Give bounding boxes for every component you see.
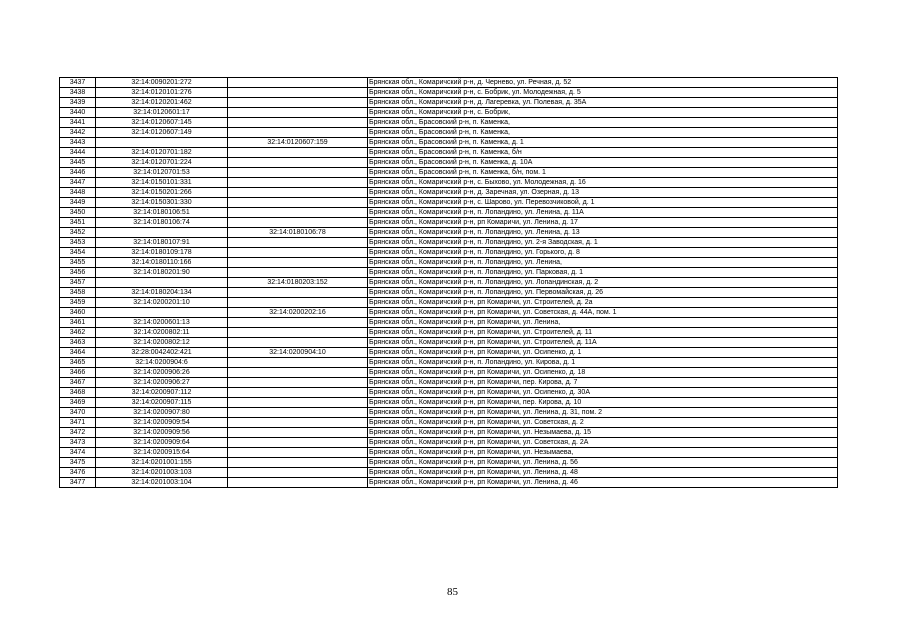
table-row xyxy=(60,168,838,178)
address-cell: Брянская обл., Комаричский р-н, рп Комаричи, ул. Незымаева, д. 15 xyxy=(368,428,838,438)
table-row xyxy=(60,118,838,128)
table-row xyxy=(60,268,838,278)
address-cell: Брянская обл., Комаричский р-н, рп Комаричи, ул. Ленина, д. 48 xyxy=(368,468,838,478)
row-number-cell: 3457 xyxy=(60,278,96,288)
table-row xyxy=(60,308,838,318)
address-cell: Брянская обл., Брасовский р-н, п. Каменка, б/н xyxy=(368,148,838,158)
address-cell: Брянская обл., Комаричский р-н, с. Бобрик, xyxy=(368,108,838,118)
cadastral-number-cell: 32:14:0200201:10 xyxy=(96,298,228,308)
parent-cadastral-number-cell xyxy=(228,98,368,108)
address-cell: Брянская обл., Комаричский р-н, рп Комаричи, ул. Незымаева, xyxy=(368,448,838,458)
cadastral-number-cell: 32:14:0180107:91 xyxy=(96,238,228,248)
parent-cadastral-number-cell xyxy=(228,128,368,138)
table-row xyxy=(60,288,838,298)
address-cell: Брянская обл., Комаричский р-н, рп Комаричи, ул. Осипенко, д. 30А xyxy=(368,388,838,398)
cadastral-number-cell: 32:14:0201003:104 xyxy=(96,478,228,488)
address-cell: Брянская обл., Комаричский р-н, п. Лопандино, ул. Ленина, xyxy=(368,258,838,268)
page-number: 85 xyxy=(447,586,458,598)
cadastral-number-cell: 32:14:0120701:224 xyxy=(96,158,228,168)
table-row xyxy=(60,478,838,488)
row-number-cell: 3476 xyxy=(60,468,96,478)
table-row xyxy=(60,218,838,228)
table-row xyxy=(60,198,838,208)
cadastral-number-cell: 32:14:0180106:51 xyxy=(96,208,228,218)
parent-cadastral-number-cell xyxy=(228,468,368,478)
row-number-cell: 3466 xyxy=(60,368,96,378)
parent-cadastral-number-cell xyxy=(228,268,368,278)
row-number-cell: 3441 xyxy=(60,118,96,128)
row-number-cell: 3445 xyxy=(60,158,96,168)
parent-cadastral-number-cell xyxy=(228,88,368,98)
cadastral-number-cell: 32:14:0120607:149 xyxy=(96,128,228,138)
parent-cadastral-number-cell xyxy=(228,148,368,158)
row-number-cell: 3463 xyxy=(60,338,96,348)
registry-table-body xyxy=(60,78,838,488)
row-number-cell: 3456 xyxy=(60,268,96,278)
parent-cadastral-number-cell xyxy=(228,428,368,438)
row-number-cell: 3475 xyxy=(60,458,96,468)
row-number-cell: 3460 xyxy=(60,308,96,318)
parent-cadastral-number-cell xyxy=(228,378,368,388)
address-cell: Брянская обл., Комаричский р-н, п. Лопандино, ул. Первомайская, д. 26 xyxy=(368,288,838,298)
cadastral-number-cell: 32:14:0180110:166 xyxy=(96,258,228,268)
address-cell: Брянская обл., Комаричский р-н, рп Комаричи, ул. Ленина, д. 17 xyxy=(368,218,838,228)
row-number-cell: 3458 xyxy=(60,288,96,298)
row-number-cell: 3447 xyxy=(60,178,96,188)
parent-cadastral-number-cell xyxy=(228,398,368,408)
address-cell: Брянская обл., Комаричский р-н, д. Заречная, ул. Озерная, д. 13 xyxy=(368,188,838,198)
table-row xyxy=(60,408,838,418)
cadastral-number-cell: 32:14:0200904:6 xyxy=(96,358,228,368)
address-cell: Брянская обл., Комаричский р-н, рп Комаричи, ул. Советская, д. 2 xyxy=(368,418,838,428)
address-cell: Брянская обл., Комаричский р-н, п. Лопандино, ул. Лопандинская, д. 2 xyxy=(368,278,838,288)
table-row xyxy=(60,348,838,358)
address-cell: Брянская обл., Комаричский р-н, д. Чернево, ул. Речная, д. 52 xyxy=(368,78,838,88)
address-cell: Брянская обл., Комаричский р-н, п. Лопандино, ул. 2-я Заводская, д. 1 xyxy=(368,238,838,248)
parent-cadastral-number-cell xyxy=(228,168,368,178)
address-cell: Брянская обл., Комаричский р-н, п. Лопандино, ул. Горького, д. 8 xyxy=(368,248,838,258)
row-number-cell: 3464 xyxy=(60,348,96,358)
row-number-cell: 3439 xyxy=(60,98,96,108)
row-number-cell: 3469 xyxy=(60,398,96,408)
parent-cadastral-number-cell xyxy=(228,78,368,88)
address-cell: Брянская обл., Комаричский р-н, рп Комаричи, ул. Строителей, д. 11А xyxy=(368,338,838,348)
table-row xyxy=(60,338,838,348)
row-number-cell: 3446 xyxy=(60,168,96,178)
cadastral-number-cell: 32:14:0200909:64 xyxy=(96,438,228,448)
address-cell: Брянская обл., Комаричский р-н, с. Быхово, ул. Молодежная, д. 16 xyxy=(368,178,838,188)
table-row xyxy=(60,438,838,448)
parent-cadastral-number-cell xyxy=(228,208,368,218)
row-number-cell: 3444 xyxy=(60,148,96,158)
parent-cadastral-number-cell xyxy=(228,288,368,298)
parent-cadastral-number-cell xyxy=(228,218,368,228)
parent-cadastral-number-cell xyxy=(228,178,368,188)
table-row xyxy=(60,368,838,378)
address-cell: Брянская обл., Брасовский р-н, п. Каменка, д. 10А xyxy=(368,158,838,168)
parent-cadastral-number-cell xyxy=(228,258,368,268)
cadastral-number-cell: 32:14:0200802:11 xyxy=(96,328,228,338)
row-number-cell: 3474 xyxy=(60,448,96,458)
row-number-cell: 3473 xyxy=(60,438,96,448)
parent-cadastral-number-cell xyxy=(228,388,368,398)
table-row xyxy=(60,78,838,88)
parent-cadastral-number-cell: 32:14:0180203:152 xyxy=(228,278,368,288)
cadastral-number-cell: 32:14:0180109:178 xyxy=(96,248,228,258)
row-number-cell: 3440 xyxy=(60,108,96,118)
cadastral-number-cell: 32:14:0120607:145 xyxy=(96,118,228,128)
table-row xyxy=(60,388,838,398)
row-number-cell: 3442 xyxy=(60,128,96,138)
address-cell: Брянская обл., Комаричский р-н, рп Комаричи, ул. Советская, д. 44А, пом. 1 xyxy=(368,308,838,318)
cadastral-number-cell: 32:14:0180204:134 xyxy=(96,288,228,298)
parent-cadastral-number-cell xyxy=(228,358,368,368)
row-number-cell: 3443 xyxy=(60,138,96,148)
row-number-cell: 3451 xyxy=(60,218,96,228)
address-cell: Брянская обл., Комаричский р-н, рп Комаричи, ул. Строителей, д. 2а xyxy=(368,298,838,308)
cadastral-number-cell: 32:14:0120601:17 xyxy=(96,108,228,118)
table-row xyxy=(60,358,838,368)
address-cell: Брянская обл., Комаричский р-н, с. Бобрик, ул. Молодежная, д. 5 xyxy=(368,88,838,98)
cadastral-number-cell: 32:14:0200907:80 xyxy=(96,408,228,418)
address-cell: Брянская обл., Комаричский р-н, рп Комаричи, пер. Кирова, д. 7 xyxy=(368,378,838,388)
parent-cadastral-number-cell xyxy=(228,328,368,338)
table-row xyxy=(60,138,838,148)
parent-cadastral-number-cell xyxy=(228,118,368,128)
table-row xyxy=(60,248,838,258)
table-row xyxy=(60,148,838,158)
cadastral-number-cell: 32:14:0120101:276 xyxy=(96,88,228,98)
parent-cadastral-number-cell xyxy=(228,198,368,208)
parent-cadastral-number-cell xyxy=(228,478,368,488)
row-number-cell: 3472 xyxy=(60,428,96,438)
table-row xyxy=(60,158,838,168)
row-number-cell: 3438 xyxy=(60,88,96,98)
row-number-cell: 3453 xyxy=(60,238,96,248)
table-row xyxy=(60,108,838,118)
address-cell: Брянская обл., Комаричский р-н, п. Лопандино, ул. Кирова, д. 1 xyxy=(368,358,838,368)
parent-cadastral-number-cell xyxy=(228,448,368,458)
address-cell: Брянская обл., Комаричский р-н, д. Лагеревка, ул. Полевая, д. 35А xyxy=(368,98,838,108)
cadastral-number-cell: 32:14:0200915:64 xyxy=(96,448,228,458)
table-row xyxy=(60,428,838,438)
address-cell: Брянская обл., Брасовский р-н, п. Каменка, б/н, пом. 1 xyxy=(368,168,838,178)
parent-cadastral-number-cell xyxy=(228,188,368,198)
row-number-cell: 3477 xyxy=(60,478,96,488)
row-number-cell: 3467 xyxy=(60,378,96,388)
cadastral-number-cell: 32:14:0200909:56 xyxy=(96,428,228,438)
table-row xyxy=(60,418,838,428)
parent-cadastral-number-cell xyxy=(228,158,368,168)
address-cell: Брянская обл., Комаричский р-н, п. Лопандино, ул. Ленина, д. 13 xyxy=(368,228,838,238)
cadastral-number-cell: 32:14:0120701:53 xyxy=(96,168,228,178)
row-number-cell: 3468 xyxy=(60,388,96,398)
address-cell: Брянская обл., Комаричский р-н, с. Шарово, ул. Перевозчиковой, д. 1 xyxy=(368,198,838,208)
table-row xyxy=(60,448,838,458)
table-row xyxy=(60,208,838,218)
address-cell: Брянская обл., Брасовский р-н, п. Каменка, xyxy=(368,118,838,128)
cadastral-number-cell: 32:14:0200601:13 xyxy=(96,318,228,328)
table-row xyxy=(60,238,838,248)
cadastral-number-cell: 32:14:0201003:103 xyxy=(96,468,228,478)
cadastral-number-cell: 32:14:0150301:330 xyxy=(96,198,228,208)
cadastral-number-cell: 32:14:0201001:155 xyxy=(96,458,228,468)
table-row xyxy=(60,328,838,338)
table-row xyxy=(60,298,838,308)
row-number-cell: 3462 xyxy=(60,328,96,338)
cadastral-number-cell: 32:14:0150201:266 xyxy=(96,188,228,198)
parent-cadastral-number-cell xyxy=(228,418,368,428)
parent-cadastral-number-cell xyxy=(228,338,368,348)
cadastral-number-cell: 32:14:0150101:331 xyxy=(96,178,228,188)
table-row xyxy=(60,378,838,388)
table-row xyxy=(60,98,838,108)
cadastral-number-cell xyxy=(96,308,228,318)
address-cell: Брянская обл., Комаричский р-н, рп Комаричи, ул. Ленина, д. 46 xyxy=(368,478,838,488)
row-number-cell: 3454 xyxy=(60,248,96,258)
address-cell: Брянская обл., Комаричский р-н, рп Комаричи, пер. Кирова, д. 10 xyxy=(368,398,838,408)
table-row xyxy=(60,458,838,468)
parent-cadastral-number-cell: 32:14:0120607:159 xyxy=(228,138,368,148)
row-number-cell: 3449 xyxy=(60,198,96,208)
table-row xyxy=(60,88,838,98)
cadastral-number-cell: 32:14:0180201:90 xyxy=(96,268,228,278)
row-number-cell: 3471 xyxy=(60,418,96,428)
parent-cadastral-number-cell: 32:14:0200904:10 xyxy=(228,348,368,358)
address-cell: Брянская обл., Комаричский р-н, рп Комаричи, ул. Советская, д. 2А xyxy=(368,438,838,448)
row-number-cell: 3455 xyxy=(60,258,96,268)
address-cell: Брянская обл., Брасовский р-н, п. Каменка, д. 1 xyxy=(368,138,838,148)
cadastral-number-cell xyxy=(96,278,228,288)
cadastral-number-cell: 32:14:0200907:115 xyxy=(96,398,228,408)
cadastral-number-cell: 32:14:0200909:54 xyxy=(96,418,228,428)
address-cell: Брянская обл., Комаричский р-н, п. Лопандино, ул. Ленина, д. 11А xyxy=(368,208,838,218)
parent-cadastral-number-cell: 32:14:0200202:16 xyxy=(228,308,368,318)
table-row xyxy=(60,128,838,138)
registry-table xyxy=(59,77,838,488)
table-row xyxy=(60,178,838,188)
cadastral-number-cell: 32:14:0200906:27 xyxy=(96,378,228,388)
row-number-cell: 3452 xyxy=(60,228,96,238)
cadastral-number-cell: 32:14:0120201:462 xyxy=(96,98,228,108)
cadastral-number-cell: 32:14:0200906:26 xyxy=(96,368,228,378)
row-number-cell: 3470 xyxy=(60,408,96,418)
address-cell: Брянская обл., Комаричский р-н, рп Комаричи, ул. Осипенко, д. 1 xyxy=(368,348,838,358)
table-row xyxy=(60,398,838,408)
address-cell: Брянская обл., Комаричский р-н, рп Комаричи, ул. Строителей, д. 11 xyxy=(368,328,838,338)
row-number-cell: 3448 xyxy=(60,188,96,198)
row-number-cell: 3450 xyxy=(60,208,96,218)
parent-cadastral-number-cell xyxy=(228,108,368,118)
cadastral-number-cell xyxy=(96,138,228,148)
address-cell: Брянская обл., Комаричский р-н, рп Комаричи, ул. Ленина, д. 56 xyxy=(368,458,838,468)
parent-cadastral-number-cell xyxy=(228,298,368,308)
parent-cadastral-number-cell xyxy=(228,368,368,378)
parent-cadastral-number-cell xyxy=(228,238,368,248)
table-row xyxy=(60,258,838,268)
parent-cadastral-number-cell xyxy=(228,318,368,328)
table-row xyxy=(60,468,838,478)
parent-cadastral-number-cell: 32:14:0180106:78 xyxy=(228,228,368,238)
row-number-cell: 3459 xyxy=(60,298,96,308)
address-cell: Брянская обл., Комаричский р-н, рп Комаричи, ул. Осипенко, д. 18 xyxy=(368,368,838,378)
row-number-cell: 3461 xyxy=(60,318,96,328)
table-row xyxy=(60,318,838,328)
cadastral-number-cell: 32:14:0120701:182 xyxy=(96,148,228,158)
cadastral-number-cell: 32:14:0180106:74 xyxy=(96,218,228,228)
parent-cadastral-number-cell xyxy=(228,248,368,258)
address-cell: Брянская обл., Брасовский р-н, п. Каменка, xyxy=(368,128,838,138)
row-number-cell: 3465 xyxy=(60,358,96,368)
row-number-cell: 3437 xyxy=(60,78,96,88)
parent-cadastral-number-cell xyxy=(228,458,368,468)
cadastral-number-cell: 32:14:0200802:12 xyxy=(96,338,228,348)
parent-cadastral-number-cell xyxy=(228,438,368,448)
cadastral-number-cell: 32:14:0090201:272 xyxy=(96,78,228,88)
table-row xyxy=(60,278,838,288)
address-cell: Брянская обл., Комаричский р-н, рп Комаричи, ул. Ленина, д. 31, пом. 2 xyxy=(368,408,838,418)
parent-cadastral-number-cell xyxy=(228,408,368,418)
table-row xyxy=(60,228,838,238)
table-row xyxy=(60,188,838,198)
cadastral-number-cell xyxy=(96,228,228,238)
address-cell: Брянская обл., Комаричский р-н, п. Лопандино, ул. Парковая, д. 1 xyxy=(368,268,838,278)
address-cell: Брянская обл., Комаричский р-н, рп Комаричи, ул. Ленина, xyxy=(368,318,838,328)
cadastral-number-cell: 32:14:0200907:112 xyxy=(96,388,228,398)
cadastral-number-cell: 32:28:0042402:421 xyxy=(96,348,228,358)
